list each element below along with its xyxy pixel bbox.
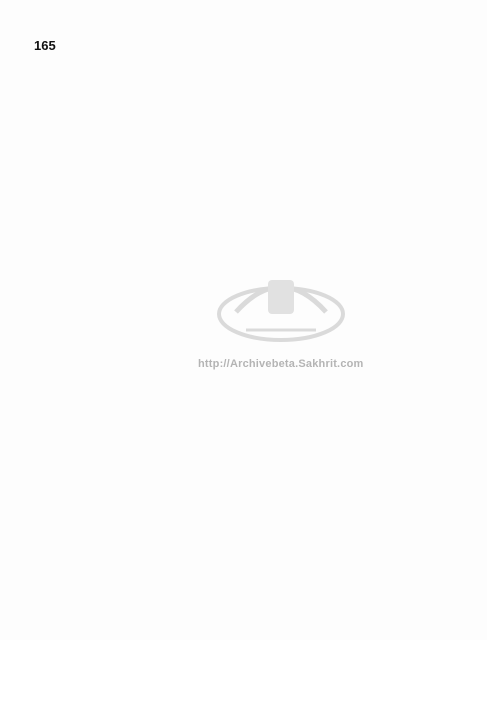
text-line (22, 671, 468, 685)
text-line (22, 650, 468, 664)
text-line (22, 126, 468, 140)
text-line (22, 256, 468, 270)
text-line (22, 391, 468, 405)
text-line (22, 636, 468, 650)
text-line (22, 350, 468, 364)
article-body-text (22, 72, 468, 620)
text-line (22, 431, 468, 445)
text-line (22, 561, 468, 575)
text-line (22, 296, 468, 310)
text-line (22, 615, 468, 629)
text-line (22, 507, 468, 521)
text-line (22, 323, 468, 337)
text-line (22, 310, 468, 324)
text-line (22, 588, 468, 602)
text-line (22, 404, 468, 418)
text-line (22, 601, 468, 615)
archive-watermark-url: http://Archivebeta.Sakhrit.com (198, 358, 364, 370)
text-line (22, 364, 468, 378)
paragraph-gap (22, 472, 468, 480)
text-line (22, 458, 468, 472)
text-line (22, 547, 468, 561)
text-line (22, 480, 468, 494)
text-line (22, 493, 468, 507)
text-line (22, 445, 468, 459)
text-line (22, 72, 468, 86)
text-line (22, 520, 468, 534)
text-line (22, 685, 468, 699)
text-line (22, 180, 468, 194)
text-line (22, 283, 468, 297)
text-line (22, 194, 468, 208)
text-line (22, 269, 468, 283)
paragraph-gap (22, 663, 468, 671)
text-line (22, 337, 468, 351)
text-line (22, 167, 468, 181)
text-line (22, 221, 468, 235)
text-line (22, 86, 468, 100)
text-line (22, 153, 468, 167)
text-line (22, 99, 468, 113)
text-line (22, 377, 468, 391)
paragraph-gap (22, 628, 468, 636)
page-number: 165 (34, 38, 56, 53)
text-line (22, 418, 468, 432)
paragraph-gap (22, 234, 468, 242)
text-line (22, 242, 468, 256)
text-line (22, 698, 468, 712)
text-line (22, 207, 468, 221)
text-line (22, 113, 468, 127)
text-line (22, 140, 468, 154)
text-line (22, 534, 468, 548)
text-line (22, 574, 468, 588)
